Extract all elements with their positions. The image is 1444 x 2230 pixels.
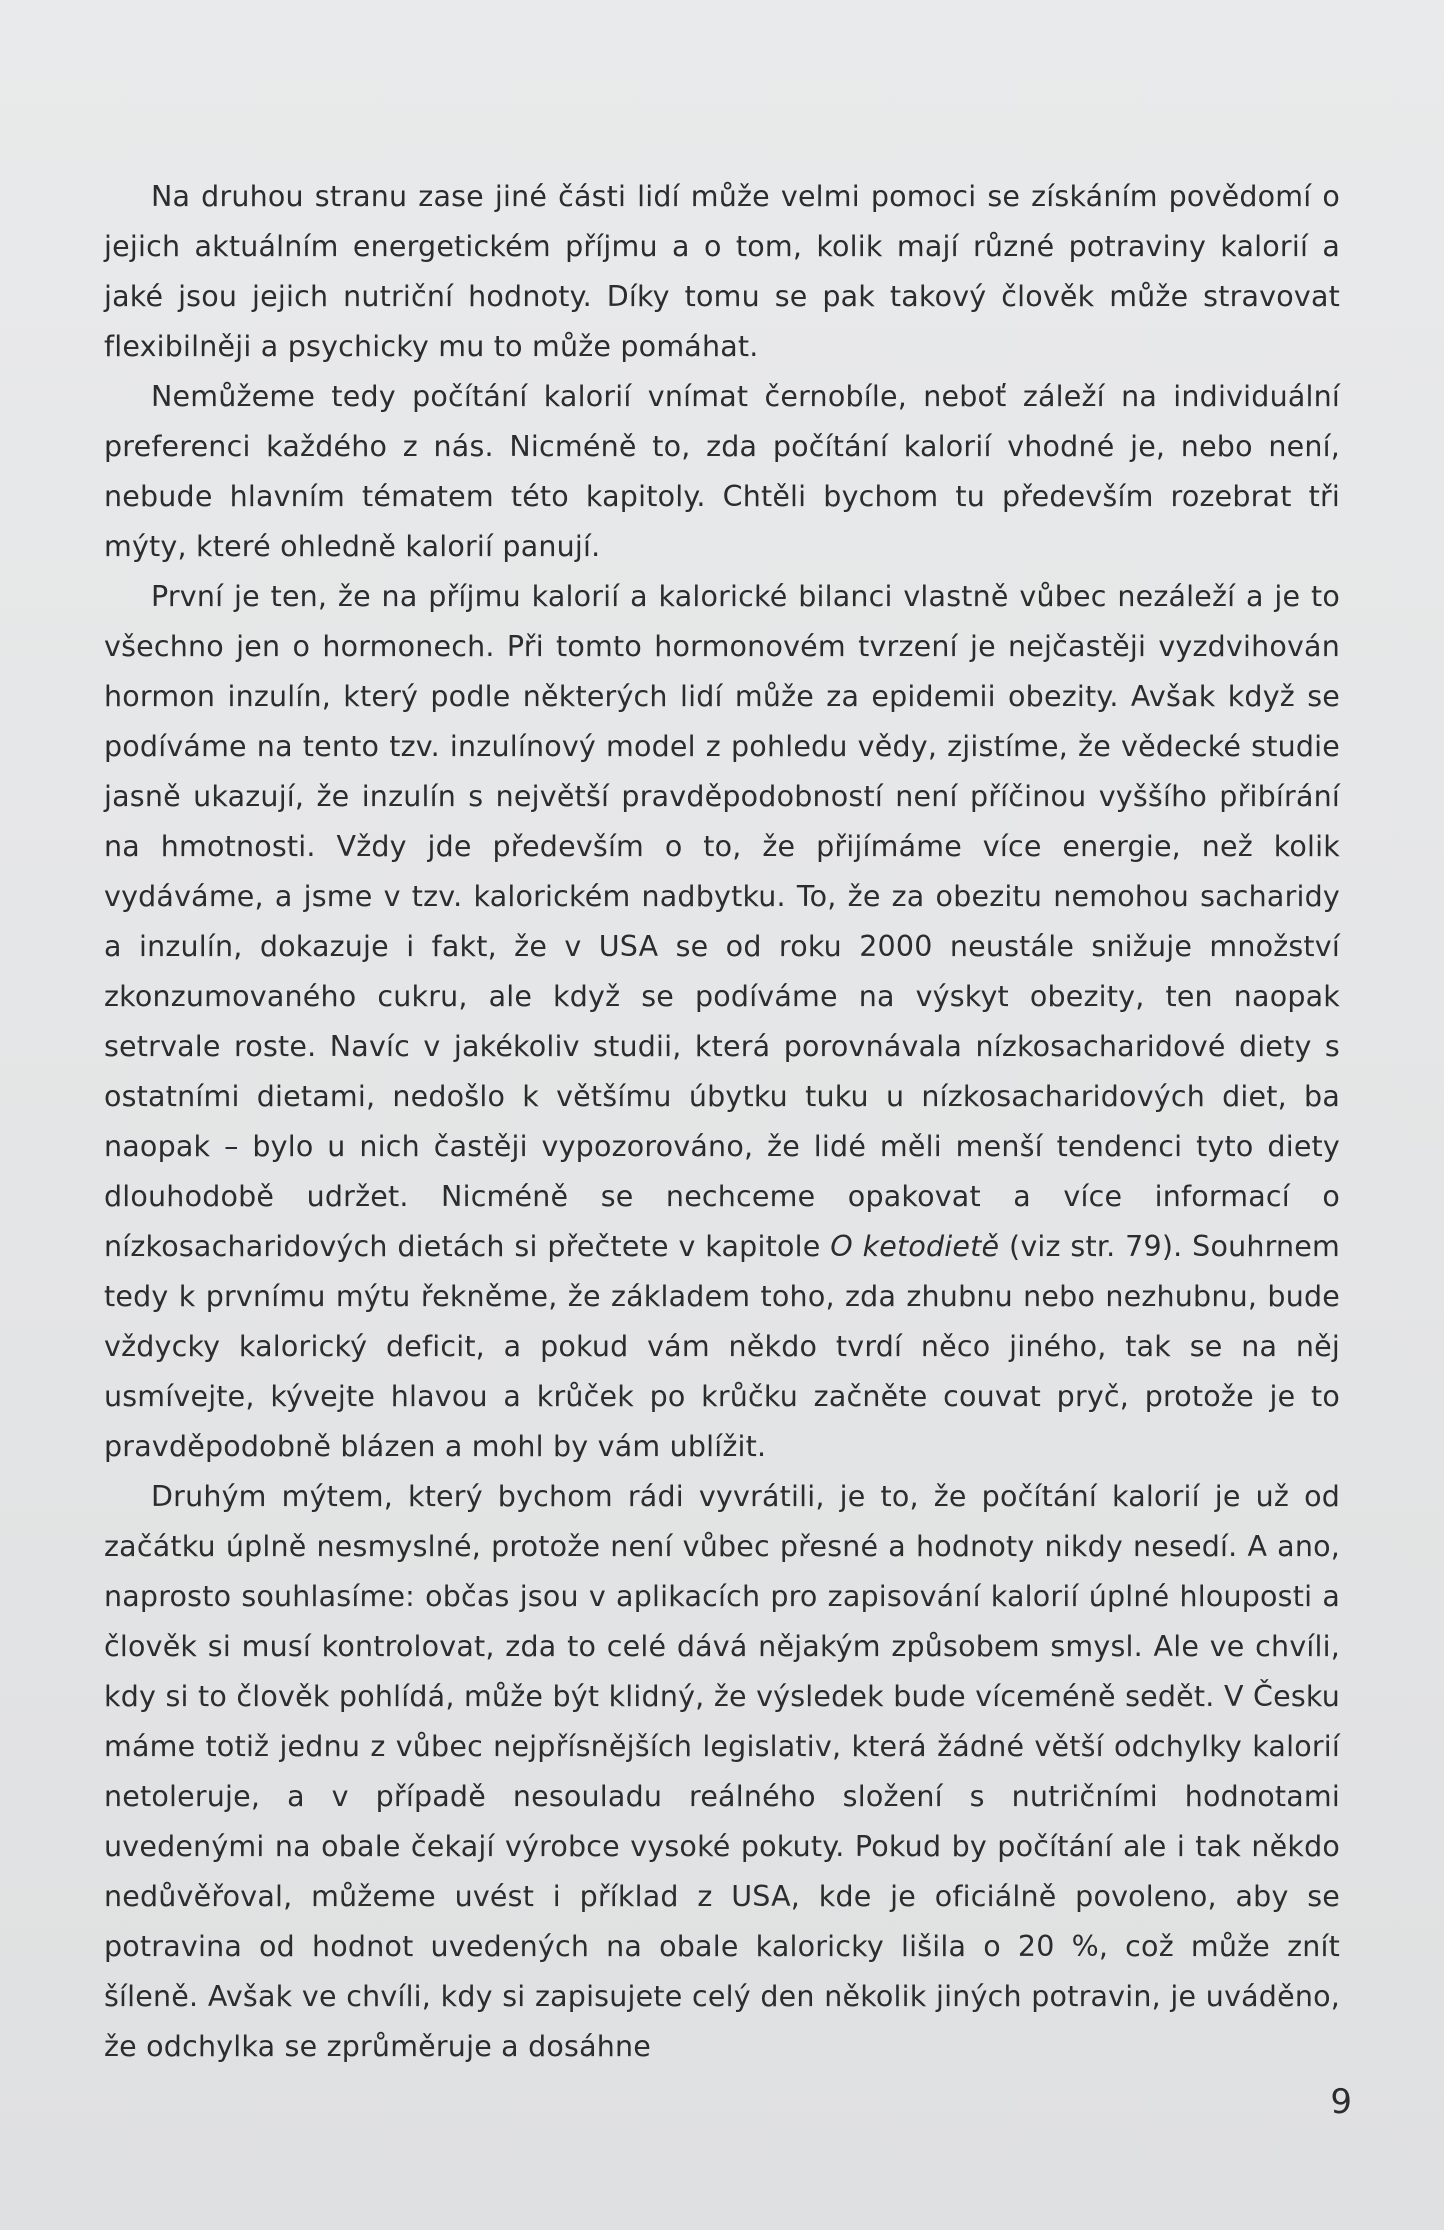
paragraph-3-text-before: První je ten, že na příjmu kalorií a kalorické bilanci vlastně vůbec nezáleží a je to všechno jen o hormonech. Při tomto hormonovém tvrzení je nejčastěji vyzdvihován hormon inzulín, který podle některých lidí může za epidemii obezity. Avšak když se podíváme na tento tzv. inzulínový model z pohledu vědy, zjistíme, že vědecké studie jasně ukazují, že inzulín s největší pravděpodobností není příčinou vyššího přibírání na hmotnosti. Vždy jde především o to, že přijímáme více energie, než kolik vydáváme, a jsme v tzv. kalorickém nadbytku. To, že za obezitu nemohou sacharidy a inzulín, dokazuje i fakt, že v USA se od roku 2000 neustále snižuje množství zkonzumovaného cukru, ale když se podíváme na výskyt obezity, ten naopak setrvale roste. Navíc v jakékoliv studii, která porovnávala nízkosacharidové diety s ostatními dietami, nedošlo k většímu úbytku tuku u nízkosacharidových diet, ba naopak – bylo u nich častěji vypozorováno, že lidé měli menší tendenci tyto diety dlouhodobě udržet. Nicméně se nechceme opakovat a více informací o nízkosacharidových dietách si přečtete v kapitole: [104, 580, 1340, 1263]
paragraph-3-text-after: (viz str. 79). Souhrnem tedy k prvnímu mýtu řekněme, že základem toho, zda zhubnu nebo nezhubnu, bude vždycky kalorický deficit, a pokud vám někdo tvrdí něco jiného, tak se na něj usmívejte, kývejte hlavou a krůček po krůčku začněte couvat pryč, protože je to pravděpodobně blázen a mohl by vám ublížit.: [104, 1230, 1340, 1463]
page-number: 9: [1330, 2082, 1352, 2122]
paragraph-4: Druhým mýtem, který bychom rádi vyvrátili, je to, že počítání kalorií je už od začátku úplně nesmyslné, protože není vůbec přesné a hodnoty nikdy nesedí. A ano, naprosto souhlasíme: občas jsou v aplikacích pro zapisování kalorií úplné hlouposti a člověk si musí kontrolovat, zda to celé dává nějakým způsobem smysl. Ale ve chvíli, kdy si to člověk pohlídá, může být klidný, že výsledek bude víceméně sedět. V Česku máme totiž jednu z vůbec nejpřísnějších legislativ, která žádné větší odchylky kalorií netoleruje, a v případě nesouladu reálného složení s nutričními hodnotami uvedenými na obale čekají výrobce vysoké pokuty. Pokud by počítání ale i tak někdo nedůvěřoval, můžeme uvést i příklad z USA, kde je oficiálně povoleno, aby se potravina od hodnot uvedených na obale kaloricky lišila o 20 %, což může znít šíleně. Avšak ve chvíli, kdy si zapisujete celý den několik jiných potravin, je uváděno, že odchylka se zprůměruje a dosáhne: [104, 1480, 1340, 2063]
paragraph-3: [104, 572, 1340, 1472]
body-text: [104, 172, 1340, 2072]
paragraph-1: Na druhou stranu zase jiné části lidí může velmi pomoci se získáním povědomí o jejich aktuálním energetickém příjmu a o tom, kolik mají různé potraviny kalorií a jaké jsou jejich nutriční hodnoty. Díky tomu se pak takový člověk může stravovat flexibilněji a psychicky mu to může pomáhat.: [104, 180, 1340, 363]
chapter-reference-italic: O ketodietě: [830, 1230, 1000, 1263]
paragraph-2: Nemůžeme tedy počítání kalorií vnímat černobíle, neboť záleží na individuální preferenci každého z nás. Nicméně to, zda počítání kalorií vhodné je, nebo není, nebude hlavním tématem této kapitoly. Chtěli bychom tu především rozebrat tři mýty, které ohledně kalorií panují.: [104, 380, 1340, 563]
